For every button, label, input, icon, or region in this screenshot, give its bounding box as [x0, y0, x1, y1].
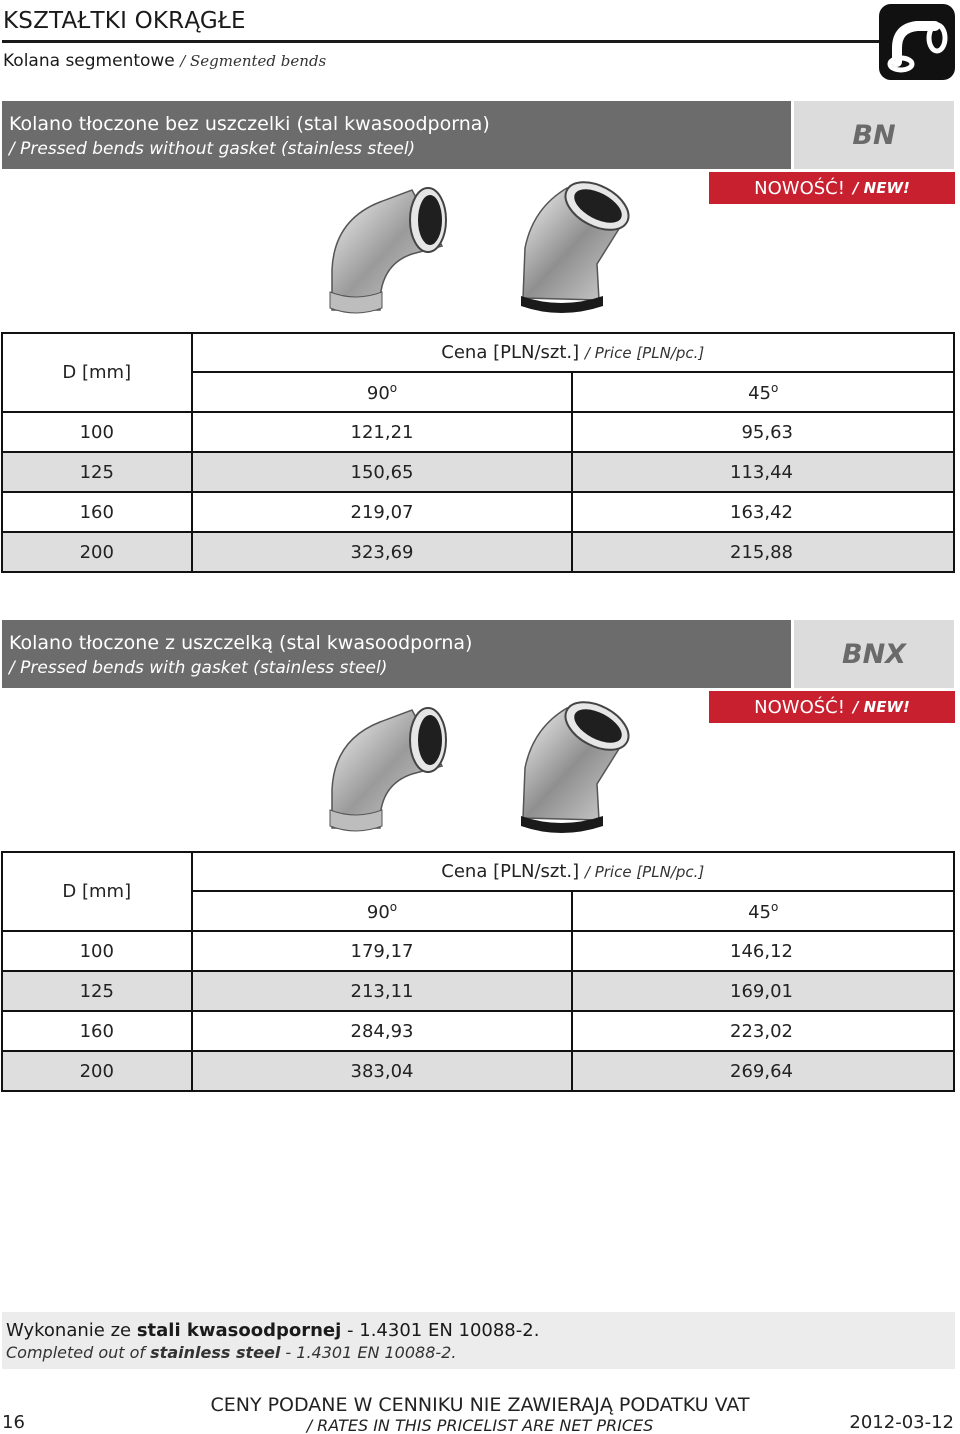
new-badge-en: / NEW!	[852, 698, 910, 716]
new-badge-pl: NOWOŚĆ!	[754, 696, 845, 718]
table-row	[2, 492, 954, 532]
table-row	[2, 931, 954, 971]
section-bnx-title-bar	[2, 620, 791, 688]
section-bn-title-en: / Pressed bends without gasket (stainless steel)	[9, 139, 416, 159]
price-45-cell: 223,02	[572, 1011, 954, 1051]
price-90-cell: 213,11	[192, 971, 573, 1011]
price-90-cell: 179,17	[192, 931, 573, 971]
new-badge-pl: NOWOŚĆ!	[754, 177, 845, 199]
section-bnx-code: BNX	[794, 620, 954, 688]
section-bn-code: BN	[794, 101, 954, 169]
table-row	[2, 412, 954, 452]
price-45-cell: 146,12	[572, 931, 954, 971]
price-header-en: / Price [PLN/pc.]	[584, 863, 705, 881]
price-45-cell: 95,63	[572, 412, 954, 452]
section-bnx-title-en: / Pressed bends with gasket (stainless steel)	[9, 658, 388, 678]
price-45-cell: 163,42	[572, 492, 954, 532]
bend-logo-icon	[879, 4, 955, 80]
diameter-cell: 125	[2, 971, 192, 1011]
page-number: 16	[2, 1412, 25, 1433]
diameter-cell: 125	[2, 452, 192, 492]
bend-45-image	[515, 178, 645, 320]
col-45-header: 45$^o$	[572, 372, 954, 412]
bend-90-image	[320, 180, 460, 320]
price-45-cell: 215,88	[572, 532, 954, 572]
new-badge-en: / NEW!	[852, 179, 910, 197]
section-bn-title-bar	[2, 101, 791, 169]
price-table-bn	[1, 332, 955, 573]
diameter-cell: 160	[2, 492, 192, 532]
price-90-cell: 323,69	[192, 532, 573, 572]
table-row	[2, 971, 954, 1011]
price-header-en: / Price [PLN/pc.]	[584, 344, 705, 362]
vat-notice-en: / RATES IN THIS PRICELIST ARE NET PRICES	[306, 1416, 654, 1434]
diameter-cell: 200	[2, 1051, 192, 1091]
table-row	[2, 532, 954, 572]
material-note	[2, 1312, 955, 1369]
material-note-pl: Wykonanie ze stali kwasoodpornej - 1.4301 EN 10088-2.	[6, 1320, 540, 1341]
price-header-pl: Cena [PLN/szt.]	[441, 861, 580, 882]
price-90-cell: 383,04	[192, 1051, 573, 1091]
material-note-en: Completed out of stainless steel - 1.4301 EN 10088-2.	[6, 1343, 457, 1362]
price-45-cell: 169,01	[572, 971, 954, 1011]
diameter-cell: 100	[2, 412, 192, 452]
subtitle-en: / Segmented bends	[180, 52, 327, 70]
section-bnx-new-badge	[709, 691, 955, 723]
col-90-header: 90$^o$	[192, 372, 573, 412]
section-bn-new-badge	[709, 172, 955, 204]
table-row	[2, 1011, 954, 1051]
vat-notice-pl: CENY PODANE W CENNIKU NIE ZAWIERAJĄ PODATKU VAT	[210, 1394, 750, 1416]
price-45-cell: 269,64	[572, 1051, 954, 1091]
page-subtitle	[3, 51, 326, 71]
header-divider	[2, 40, 890, 43]
col-90-header: 90$^o$	[192, 891, 573, 931]
price-header	[192, 333, 954, 372]
pricelist-date: 2012-03-12	[849, 1412, 954, 1433]
price-90-cell: 121,21	[192, 412, 573, 452]
price-header	[192, 852, 954, 891]
bend-90-gasket-image	[320, 700, 460, 838]
col-diameter-header: D [mm]	[2, 333, 192, 412]
price-90-cell: 284,93	[192, 1011, 573, 1051]
diameter-cell: 160	[2, 1011, 192, 1051]
price-90-cell: 219,07	[192, 492, 573, 532]
price-header-pl: Cena [PLN/szt.]	[441, 342, 580, 363]
col-45-header: 45$^o$	[572, 891, 954, 931]
bend-45-gasket-image	[515, 698, 645, 840]
section-bn-title-pl: Kolano tłoczone bez uszczelki (stal kwasoodporna)	[9, 113, 490, 135]
section-bnx-title-pl: Kolano tłoczone z uszczelką (stal kwasoodporna)	[9, 632, 473, 654]
price-table-bnx	[1, 851, 955, 1092]
price-45-cell: 113,44	[572, 452, 954, 492]
price-90-cell: 150,65	[192, 452, 573, 492]
col-diameter-header: D [mm]	[2, 852, 192, 931]
diameter-cell: 200	[2, 532, 192, 572]
page-title: KSZTAŁTKI OKRĄGŁE	[3, 8, 246, 34]
diameter-cell: 100	[2, 931, 192, 971]
table-row	[2, 1051, 954, 1091]
table-row	[2, 452, 954, 492]
subtitle-pl: Kolana segmentowe	[3, 51, 175, 71]
